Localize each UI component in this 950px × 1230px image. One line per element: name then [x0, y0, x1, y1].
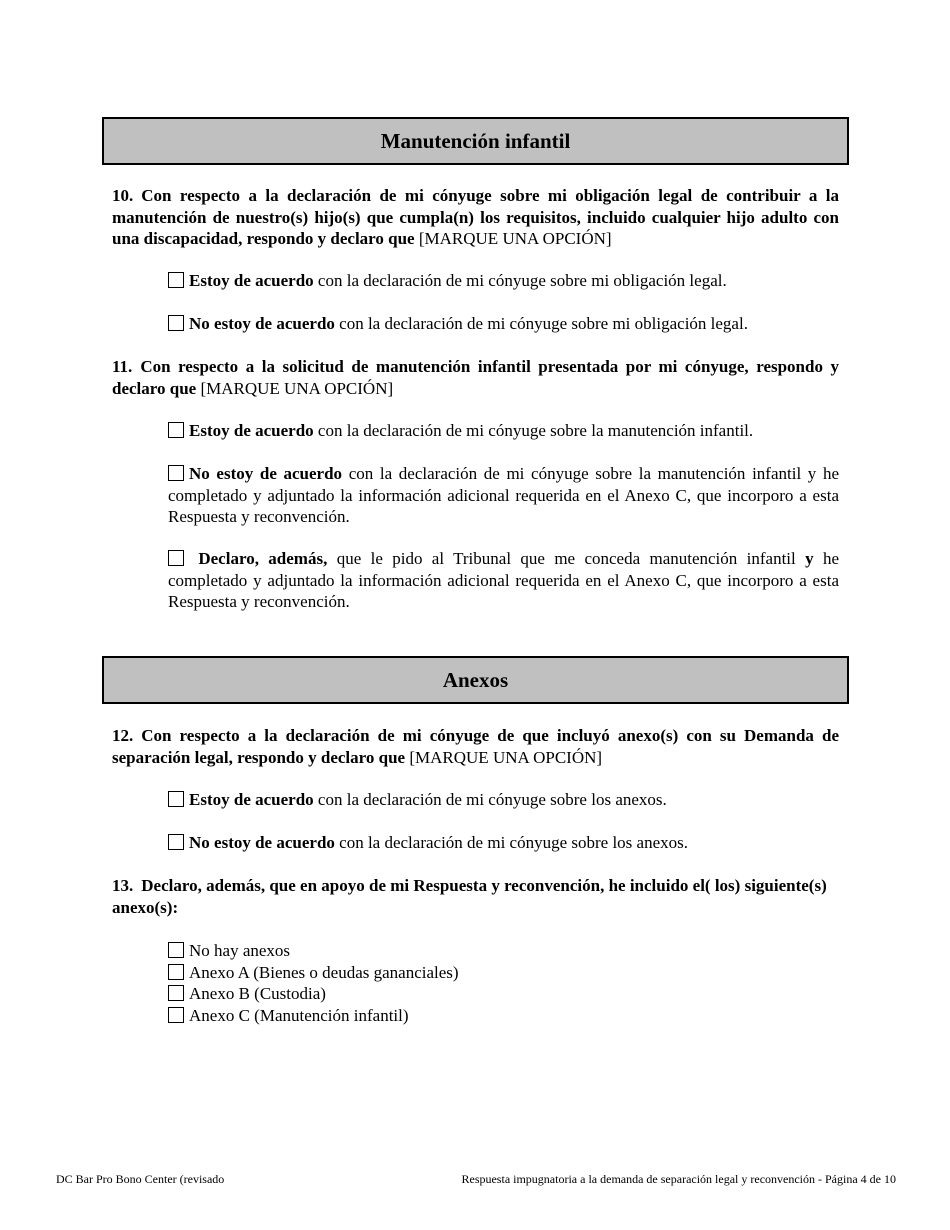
exhibit-item-b	[168, 983, 459, 1005]
section-title: Manutención infantil	[380, 128, 571, 153]
option-text: con la declaración de mi cónyuge sobre mi obligación legal.	[339, 314, 748, 333]
question-text: Con respecto a la declaración de mi cónyuge sobre mi obligación legal de contribuir a la manutención de nuestro(s) hijo(s) que cumpla(n) los requisitos, incluido cualquier hijo adulto con una discapacidad, respondo y declaro que	[112, 186, 839, 248]
question-10	[112, 185, 839, 250]
question-number: 11.	[112, 357, 133, 376]
checkbox[interactable]	[168, 834, 184, 850]
question-text: Declaro, además, que en apoyo de mi Respuesta y reconvención, he incluido el( los) siguiente(s) anexo(s):	[112, 876, 827, 917]
q12-option-agree	[168, 789, 839, 811]
checkbox[interactable]	[168, 1007, 184, 1023]
exhibit-item-a	[168, 962, 459, 984]
q11-option-disagree	[168, 463, 839, 528]
q10-option-agree	[168, 270, 839, 292]
section-header-exhibits	[102, 656, 849, 704]
option-label-bold: Estoy de acuerdo	[189, 271, 314, 290]
exhibit-checklist	[168, 940, 459, 1026]
option-text: con la declaración de mi cónyuge sobre mi obligación legal.	[317, 271, 727, 290]
section-title: Anexos	[442, 667, 509, 692]
exhibit-label: Anexo C (Manutención infantil)	[189, 1005, 409, 1025]
checkbox[interactable]	[168, 315, 184, 331]
checkbox[interactable]	[168, 791, 184, 807]
question-text: Con respecto a la declaración de mi cónyuge de que incluyó anexo(s) con su Demanda de separación legal, respondo y declaro que	[112, 726, 839, 767]
q12-option-disagree	[168, 832, 839, 854]
option-label-bold: Estoy de acuerdo	[189, 421, 314, 440]
option-label-bold: Declaro, además,	[198, 549, 328, 568]
exhibit-label: Anexo A (Bienes o deudas gananciales)	[189, 962, 459, 982]
question-number: 12.	[112, 726, 134, 745]
section-header-child-support	[102, 117, 849, 165]
option-text: con la declaración de mi cónyuge sobre los anexos.	[317, 790, 667, 809]
q11-option-agree	[168, 420, 839, 442]
question-instruction: [MARQUE UNA OPCIÓN]	[409, 747, 603, 767]
option-label-bold: No estoy de acuerdo	[189, 464, 343, 483]
checkbox[interactable]	[168, 942, 184, 958]
question-number: 10.	[112, 186, 134, 205]
checkbox[interactable]	[168, 550, 184, 566]
option-text: he completado y adjuntado la información adicional requerida en el Anexo C, que incorporo a esta Respuesta y reconvención.	[168, 549, 840, 611]
exhibit-item-none	[168, 940, 459, 962]
question-text: Con respecto a la solicitud de manutención infantil presentada por mi cónyuge, respondo y declaro que	[112, 357, 839, 398]
option-label-bold: No estoy de acuerdo	[189, 833, 335, 852]
option-text: con la declaración de mi cónyuge sobre la manutención infantil.	[317, 421, 754, 440]
exhibit-label: No hay anexos	[189, 941, 291, 960]
checkbox[interactable]	[168, 964, 184, 980]
q11-option-request	[168, 548, 839, 613]
question-instruction: [MARQUE UNA OPCIÓN]	[418, 229, 612, 248]
option-emphasis: y	[805, 549, 814, 568]
option-text: con la declaración de mi cónyuge sobre la manutención infantil y he completado y adjuntado la información adicional requerida en el Anexo C, que incorporo a esta Respuesta y reconvención.	[168, 464, 839, 526]
question-instruction: [MARQUE UNA OPCIÓN]	[200, 378, 394, 398]
q10-option-disagree	[168, 313, 839, 335]
option-label-bold: Estoy de acuerdo	[189, 790, 314, 809]
question-number: 13.	[112, 876, 134, 895]
exhibit-label: Anexo B (Custodia)	[189, 984, 326, 1003]
checkbox[interactable]	[168, 985, 184, 1001]
option-label-bold: No estoy de acuerdo	[189, 314, 335, 333]
checkbox[interactable]	[168, 465, 184, 481]
checkbox[interactable]	[168, 422, 184, 438]
question-11	[112, 356, 839, 399]
question-12	[112, 725, 839, 768]
footer-right: Respuesta impugnatoria a la demanda de separación legal y reconvención - Página 4 de 10	[461, 1172, 896, 1186]
exhibit-item-c	[168, 1005, 459, 1027]
checkbox[interactable]	[168, 272, 184, 288]
question-13	[112, 875, 839, 918]
footer-left: DC Bar Pro Bono Center (revisado	[56, 1172, 225, 1186]
option-text: que le pido al Tribunal que me conceda manutención infantil	[336, 549, 796, 568]
option-text: con la declaración de mi cónyuge sobre los anexos.	[339, 833, 689, 852]
